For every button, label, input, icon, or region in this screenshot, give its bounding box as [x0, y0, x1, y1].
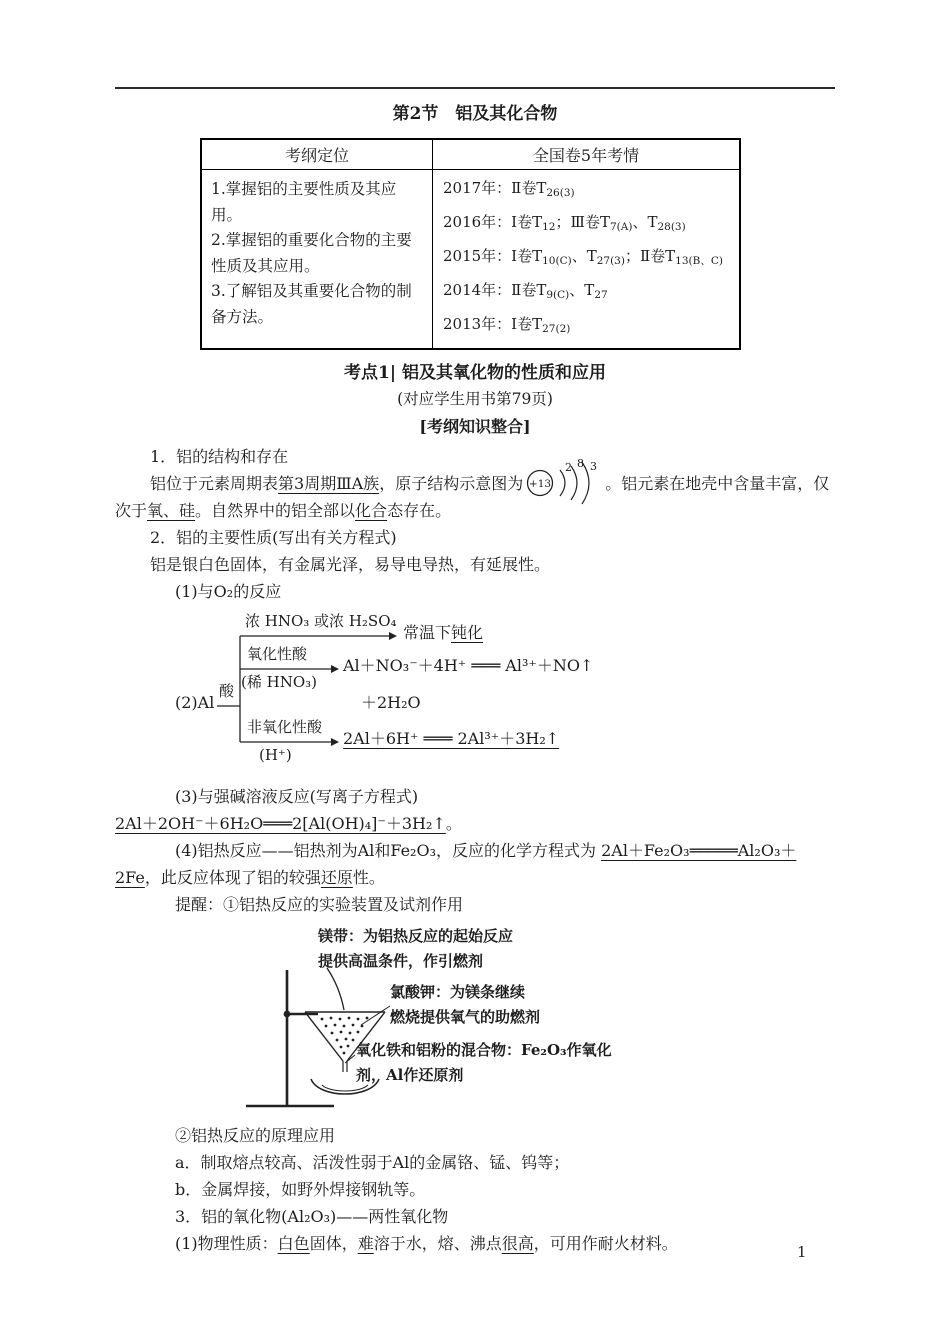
text-segment: 12 [542, 220, 556, 233]
branch3-sublabel: (H⁺) [259, 745, 292, 764]
page-title: 第2节 铝及其化合物 [392, 104, 558, 124]
text-segment: ，原子结构示意图为 [379, 473, 524, 493]
exam-year-row [443, 310, 735, 344]
leader-line-kclo3 [361, 1006, 390, 1025]
branch2-equation-line1: Al＋NO₃⁻＋4H⁺ ═══ Al³⁺＋NO↑ [343, 655, 594, 675]
branch3-equation [343, 729, 559, 749]
text-segment: 10(C) [542, 254, 572, 267]
text-segment: 态存在。 [387, 500, 452, 520]
exam-history-cell [433, 170, 741, 349]
branch1-result [403, 623, 483, 643]
acid-reaction-branch-diagram [175, 609, 835, 781]
text-segment: 、T [571, 246, 597, 265]
text-segment: 9(C) [546, 288, 570, 301]
nucleus-charge-label: +13 [529, 478, 552, 491]
table-body-row [201, 170, 740, 349]
label-magnesium-ribbon [318, 924, 513, 974]
text-segment: 27(3) [596, 254, 625, 267]
syllabus-item: 3.了解铝及其重要化合物的制备方法。 [211, 282, 412, 326]
arrowhead [331, 665, 339, 673]
text-segment: 第3周期ⅢA族 [278, 473, 380, 493]
atomic-structure-diagram [524, 458, 604, 506]
text-segment: 2Al＋2OH⁻＋6H₂O═══2[Al(OH)₄]⁻＋3H₂↑ [115, 813, 446, 833]
text-segment: 27(2) [542, 322, 571, 335]
paragraph-alkali-equation [115, 810, 835, 837]
text-segment: 钝化 [451, 622, 484, 642]
text-segment: 还原 [320, 867, 353, 887]
label-line: 镁带：为铝热反应的起始反应 [318, 926, 514, 945]
exam-year-row [443, 174, 735, 208]
branch2-label: 氧化性酸 [247, 644, 308, 663]
label-line: 燃烧提供氧气的助燃剂 [390, 1007, 541, 1026]
top-rule [115, 87, 835, 89]
label-line: 剂，Al作还原剂 [356, 1065, 464, 1084]
exam-year-row [443, 208, 735, 242]
arrowhead [389, 632, 397, 640]
text-segment: 。自然界中的铝全部以 [195, 500, 356, 520]
paragraph-thermite [115, 837, 835, 891]
branch2-equation-line2: ＋2H₂O [361, 692, 421, 712]
text-segment: 2013年：Ⅰ卷T [443, 314, 543, 333]
paragraph-alkali-reaction: (3)与强碱溶液反应(写离子方程式) [175, 786, 419, 806]
paragraph-o2-reaction: (1)与O₂的反应 [175, 581, 282, 601]
text-segment: 2Al＋6H⁺ ═══ 2Al³⁺＋3H₂↑ [343, 728, 560, 748]
shell-electron-count: 8 [577, 458, 585, 471]
text-segment: ；Ⅱ卷T [624, 246, 676, 265]
heading-al-oxide: 3．铝的氧化物(Al₂O₃)——两性氧化物 [175, 1206, 449, 1226]
branch3-label: 非氧化性酸 [247, 717, 323, 736]
shell-electron-count: 3 [590, 460, 598, 474]
text-segment: ，此反应体现了铝的较强 [144, 867, 321, 887]
text-segment: 很高 [501, 1233, 534, 1253]
text-segment: (4)铝热反应——铝热剂为Al和Fe₂O₃，反应的化学方程式为 [175, 840, 602, 860]
text-segment: (1)物理性质： [175, 1233, 278, 1253]
branch2-sublabel: (稀 HNO₃) [241, 672, 317, 691]
text-segment: 2017年：Ⅱ卷T [443, 179, 547, 197]
label-oxide-aluminium-mixture [356, 1038, 612, 1088]
syllabus-item: 1.掌握铝的主要性质及其应用。 [211, 180, 397, 224]
syllabus-cell [201, 170, 433, 349]
knowledge-integration-heading: [考纲知识整合] [419, 416, 531, 436]
text-segment: 难 [357, 1233, 374, 1253]
text-segment: 白色 [277, 1233, 310, 1253]
paragraph-principle-application: ②铝热反应的原理应用 [175, 1125, 336, 1145]
text-segment: 、T [632, 212, 658, 231]
text-segment: 、T [569, 280, 595, 299]
table-header-exam-history: 全国卷5年考情 [433, 139, 741, 170]
text-segment: ，可用作耐火材料。 [533, 1233, 678, 1253]
text-segment: 化合 [355, 500, 388, 520]
heading-al-properties: 2．铝的主要性质(写出有关方程式) [150, 527, 397, 547]
label-line: 提供高温条件，作引燃剂 [318, 951, 484, 970]
paragraph-al-position [115, 458, 835, 524]
label-line: 氯酸钾：为镁条继续 [390, 982, 526, 1001]
text-segment: 28(3) [657, 220, 686, 233]
text-segment: ；Ⅲ卷T [555, 212, 610, 231]
text-segment: 7(A) [609, 220, 633, 233]
label-potassium-chlorate [390, 980, 540, 1030]
text-segment: 2014年：Ⅱ卷T [443, 280, 547, 299]
text-segment: 溶于水，熔、沸点 [373, 1233, 502, 1253]
exam-year-row [443, 242, 735, 276]
text-segment: 常温下 [403, 622, 452, 642]
text-run [150, 474, 523, 493]
paragraph-reminder: 提醒：①铝热反应的实验装置及试剂作用 [175, 894, 464, 914]
branch1-condition-label: 浓 HNO₃ 或浓 H₂SO₄ [245, 611, 397, 630]
book-reference: (对应学生用书第79页) [397, 389, 553, 408]
exam-year-row [443, 276, 735, 310]
arrowhead [331, 738, 339, 746]
funnel-side [305, 1012, 343, 1061]
text-segment: 。 [445, 813, 462, 833]
paragraph-physical-properties [115, 1230, 835, 1257]
paragraph-application-a: a．制取熔点较高、活泼性弱于Al的金属铬、锰、钨等； [175, 1152, 570, 1172]
clamp-bolt [284, 1010, 291, 1017]
page-content [115, 0, 835, 1257]
thermite-apparatus-figure [240, 922, 800, 1122]
text-segment: 固体， [309, 1233, 358, 1253]
text-segment: 氧、硅 [147, 500, 196, 520]
topic-heading: 考点1| 铝及其氧化物的性质和应用 [344, 362, 606, 383]
text-segment: 13(B、C) [675, 254, 723, 267]
label-line: 氧化铁和铝粉的混合物：Fe₂O₃作氧化 [356, 1040, 612, 1059]
shell-electron-count: 2 [565, 461, 573, 475]
text-segment: 27 [594, 288, 608, 301]
table-header-syllabus: 考纲定位 [201, 139, 433, 170]
text-segment: 。铝元素在地壳中含量丰富，仅次于 [115, 473, 830, 520]
text-segment: 2Al＋Fe₂O₃═════Al₂O₃＋2Fe [115, 840, 797, 887]
text-segment: 2015年：Ⅰ卷T [443, 246, 543, 265]
heading-al-structure: 1．铝的结构和存在 [150, 446, 289, 466]
exam-overview-table [200, 138, 741, 350]
paragraph-al-appearance: 铝是银白色固体，有金属光泽，易导电导热，有延展性。 [150, 554, 551, 574]
table-header-row [201, 139, 740, 170]
branch-root-label: (2)Al [175, 692, 215, 712]
syllabus-item: 2.掌握铝的重要化合物的主要性质及其应用。 [211, 231, 412, 275]
text-segment: 26(3) [546, 186, 575, 199]
text-segment: 2016年：Ⅰ卷T [443, 212, 543, 231]
text-segment: 性。 [352, 867, 385, 887]
branch-acid-label: 酸 [219, 681, 235, 700]
magnesium-ribbon [327, 968, 344, 1010]
text-segment: 铝位于元素周期表 [150, 473, 279, 493]
paragraph-application-b: b．金属焊接，如野外焊接钢轨等。 [175, 1179, 426, 1199]
page-number: 1 [797, 1243, 807, 1261]
